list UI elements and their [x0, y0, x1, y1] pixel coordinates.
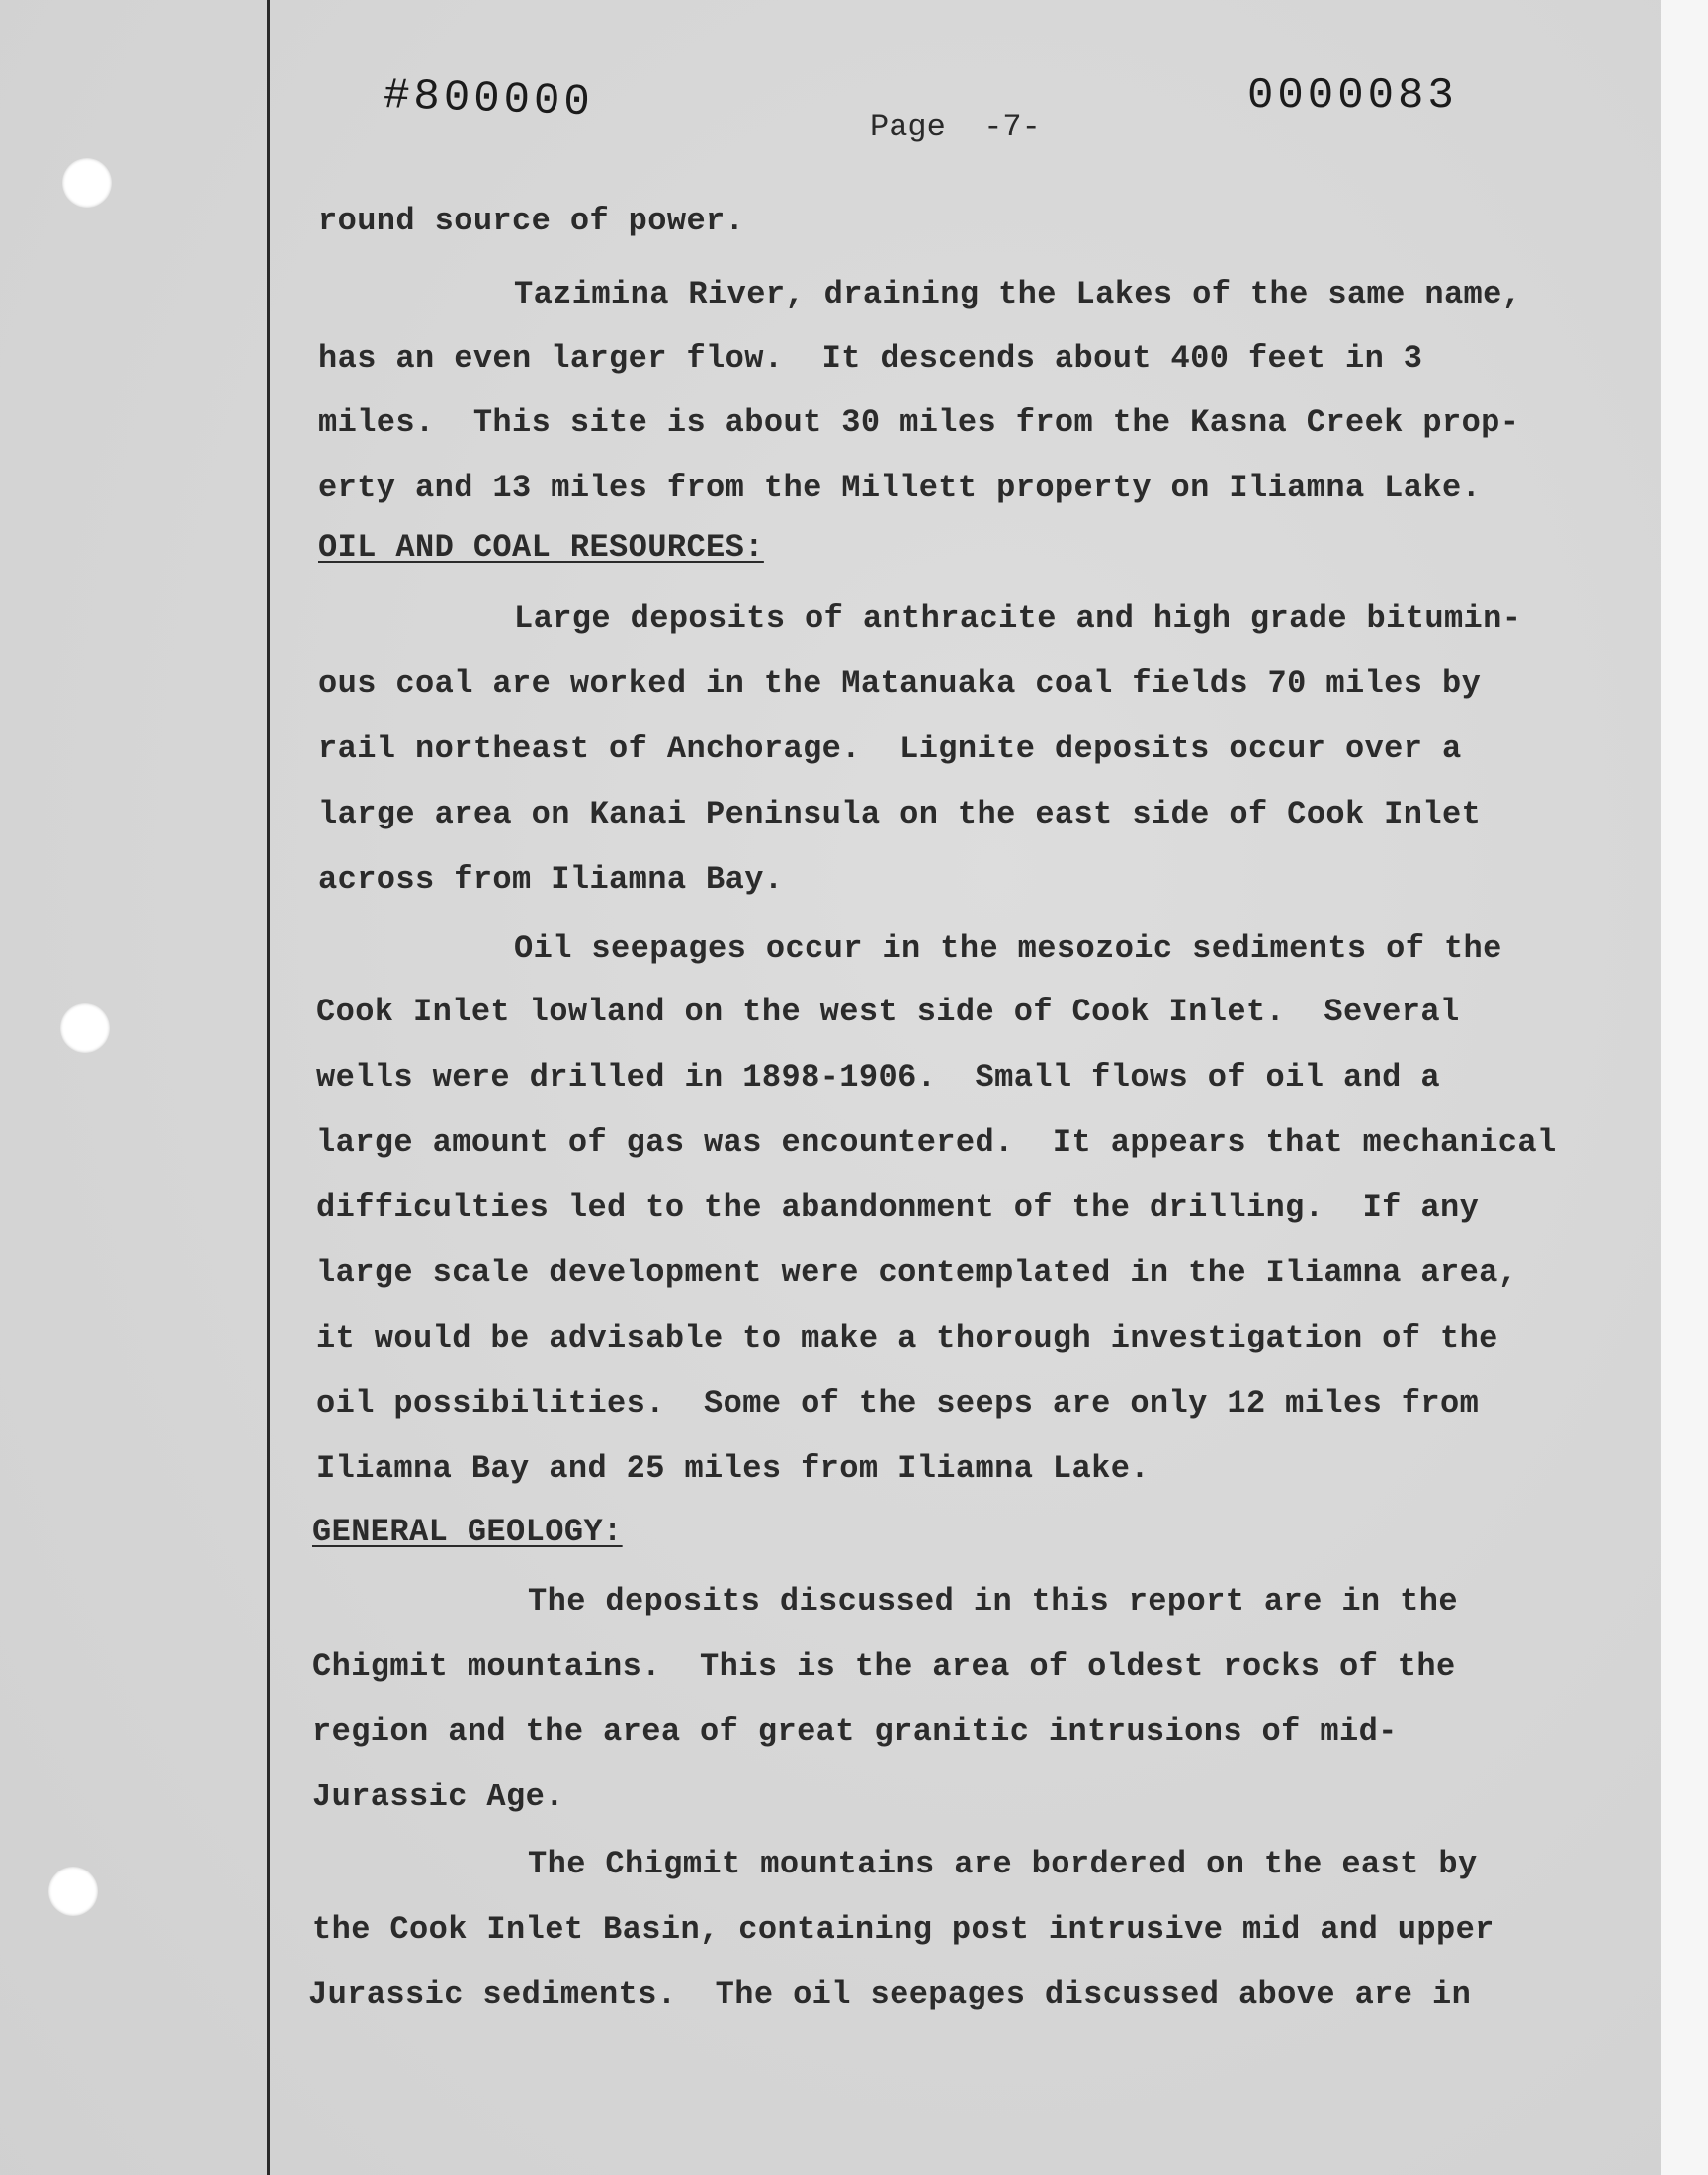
body-line: round source of power.	[318, 203, 745, 239]
body-line: region and the area of great granitic intrusions of mid-	[312, 1713, 1398, 1750]
punch-hole	[62, 158, 112, 208]
body-line: Tazimina River, draining the Lakes of the same name,	[514, 276, 1522, 312]
body-line: difficulties led to the abandonment of the drilling. If any	[316, 1189, 1480, 1226]
page-edge	[1661, 0, 1708, 2175]
body-line: erty and 13 miles from the Millett property on Iliamna Lake.	[318, 470, 1482, 506]
body-line: ous coal are worked in the Matanuaka coal fields 70 miles by	[318, 665, 1482, 702]
body-line: rail northeast of Anchorage. Lignite deposits occur over a	[318, 731, 1462, 767]
body-line: large amount of gas was encountered. It appears that mechanical	[316, 1124, 1557, 1161]
body-line: Jurassic sediments. The oil seepages discussed above are in	[308, 1976, 1472, 2013]
body-line: has an even larger flow. It descends about 400 feet in 3	[318, 340, 1423, 377]
body-line: The deposits discussed in this report are in the	[528, 1583, 1458, 1619]
body-line: wells were drilled in 1898-1906. Small flows of oil and a	[316, 1059, 1440, 1095]
margin-rule	[267, 0, 270, 2175]
body-line: Cook Inlet lowland on the west side of Cook Inlet. Several	[316, 994, 1460, 1030]
body-line: it would be advisable to make a thorough investigation of the	[316, 1320, 1498, 1356]
body-line: miles. This site is about 30 miles from the Kasna Creek prop-	[318, 404, 1520, 441]
section-heading-oil-coal: OIL AND COAL RESOURCES:	[318, 529, 764, 566]
section-heading-general-geology: GENERAL GEOLOGY:	[312, 1514, 623, 1550]
doc-number-stamp: #800000	[383, 71, 595, 129]
body-line: large scale development were contemplated in the Iliamna area,	[316, 1255, 1518, 1291]
body-line: across from Iliamna Bay.	[318, 861, 784, 898]
body-line: Jurassic Age.	[312, 1779, 564, 1815]
punch-hole	[60, 1003, 110, 1053]
body-line: oil possibilities. Some of the seeps are only 12 miles from	[316, 1385, 1480, 1422]
body-line: Chigmit mountains. This is the area of oldest rocks of the	[312, 1648, 1456, 1685]
page-number: Page -7-	[870, 109, 1041, 145]
body-line: Oil seepages occur in the mesozoic sediments of the	[514, 930, 1502, 967]
body-line: large area on Kanai Peninsula on the east side of Cook Inlet	[318, 796, 1482, 832]
serial-number-stamp: 0000083	[1247, 71, 1458, 121]
body-line: Iliamna Bay and 25 miles from Iliamna Lake.	[316, 1450, 1150, 1487]
body-line: the Cook Inlet Basin, containing post intrusive mid and upper	[312, 1911, 1494, 1948]
body-line: The Chigmit mountains are bordered on the east by	[528, 1846, 1478, 1882]
body-line: Large deposits of anthracite and high grade bitumin-	[514, 600, 1522, 637]
punch-hole	[48, 1867, 98, 1916]
